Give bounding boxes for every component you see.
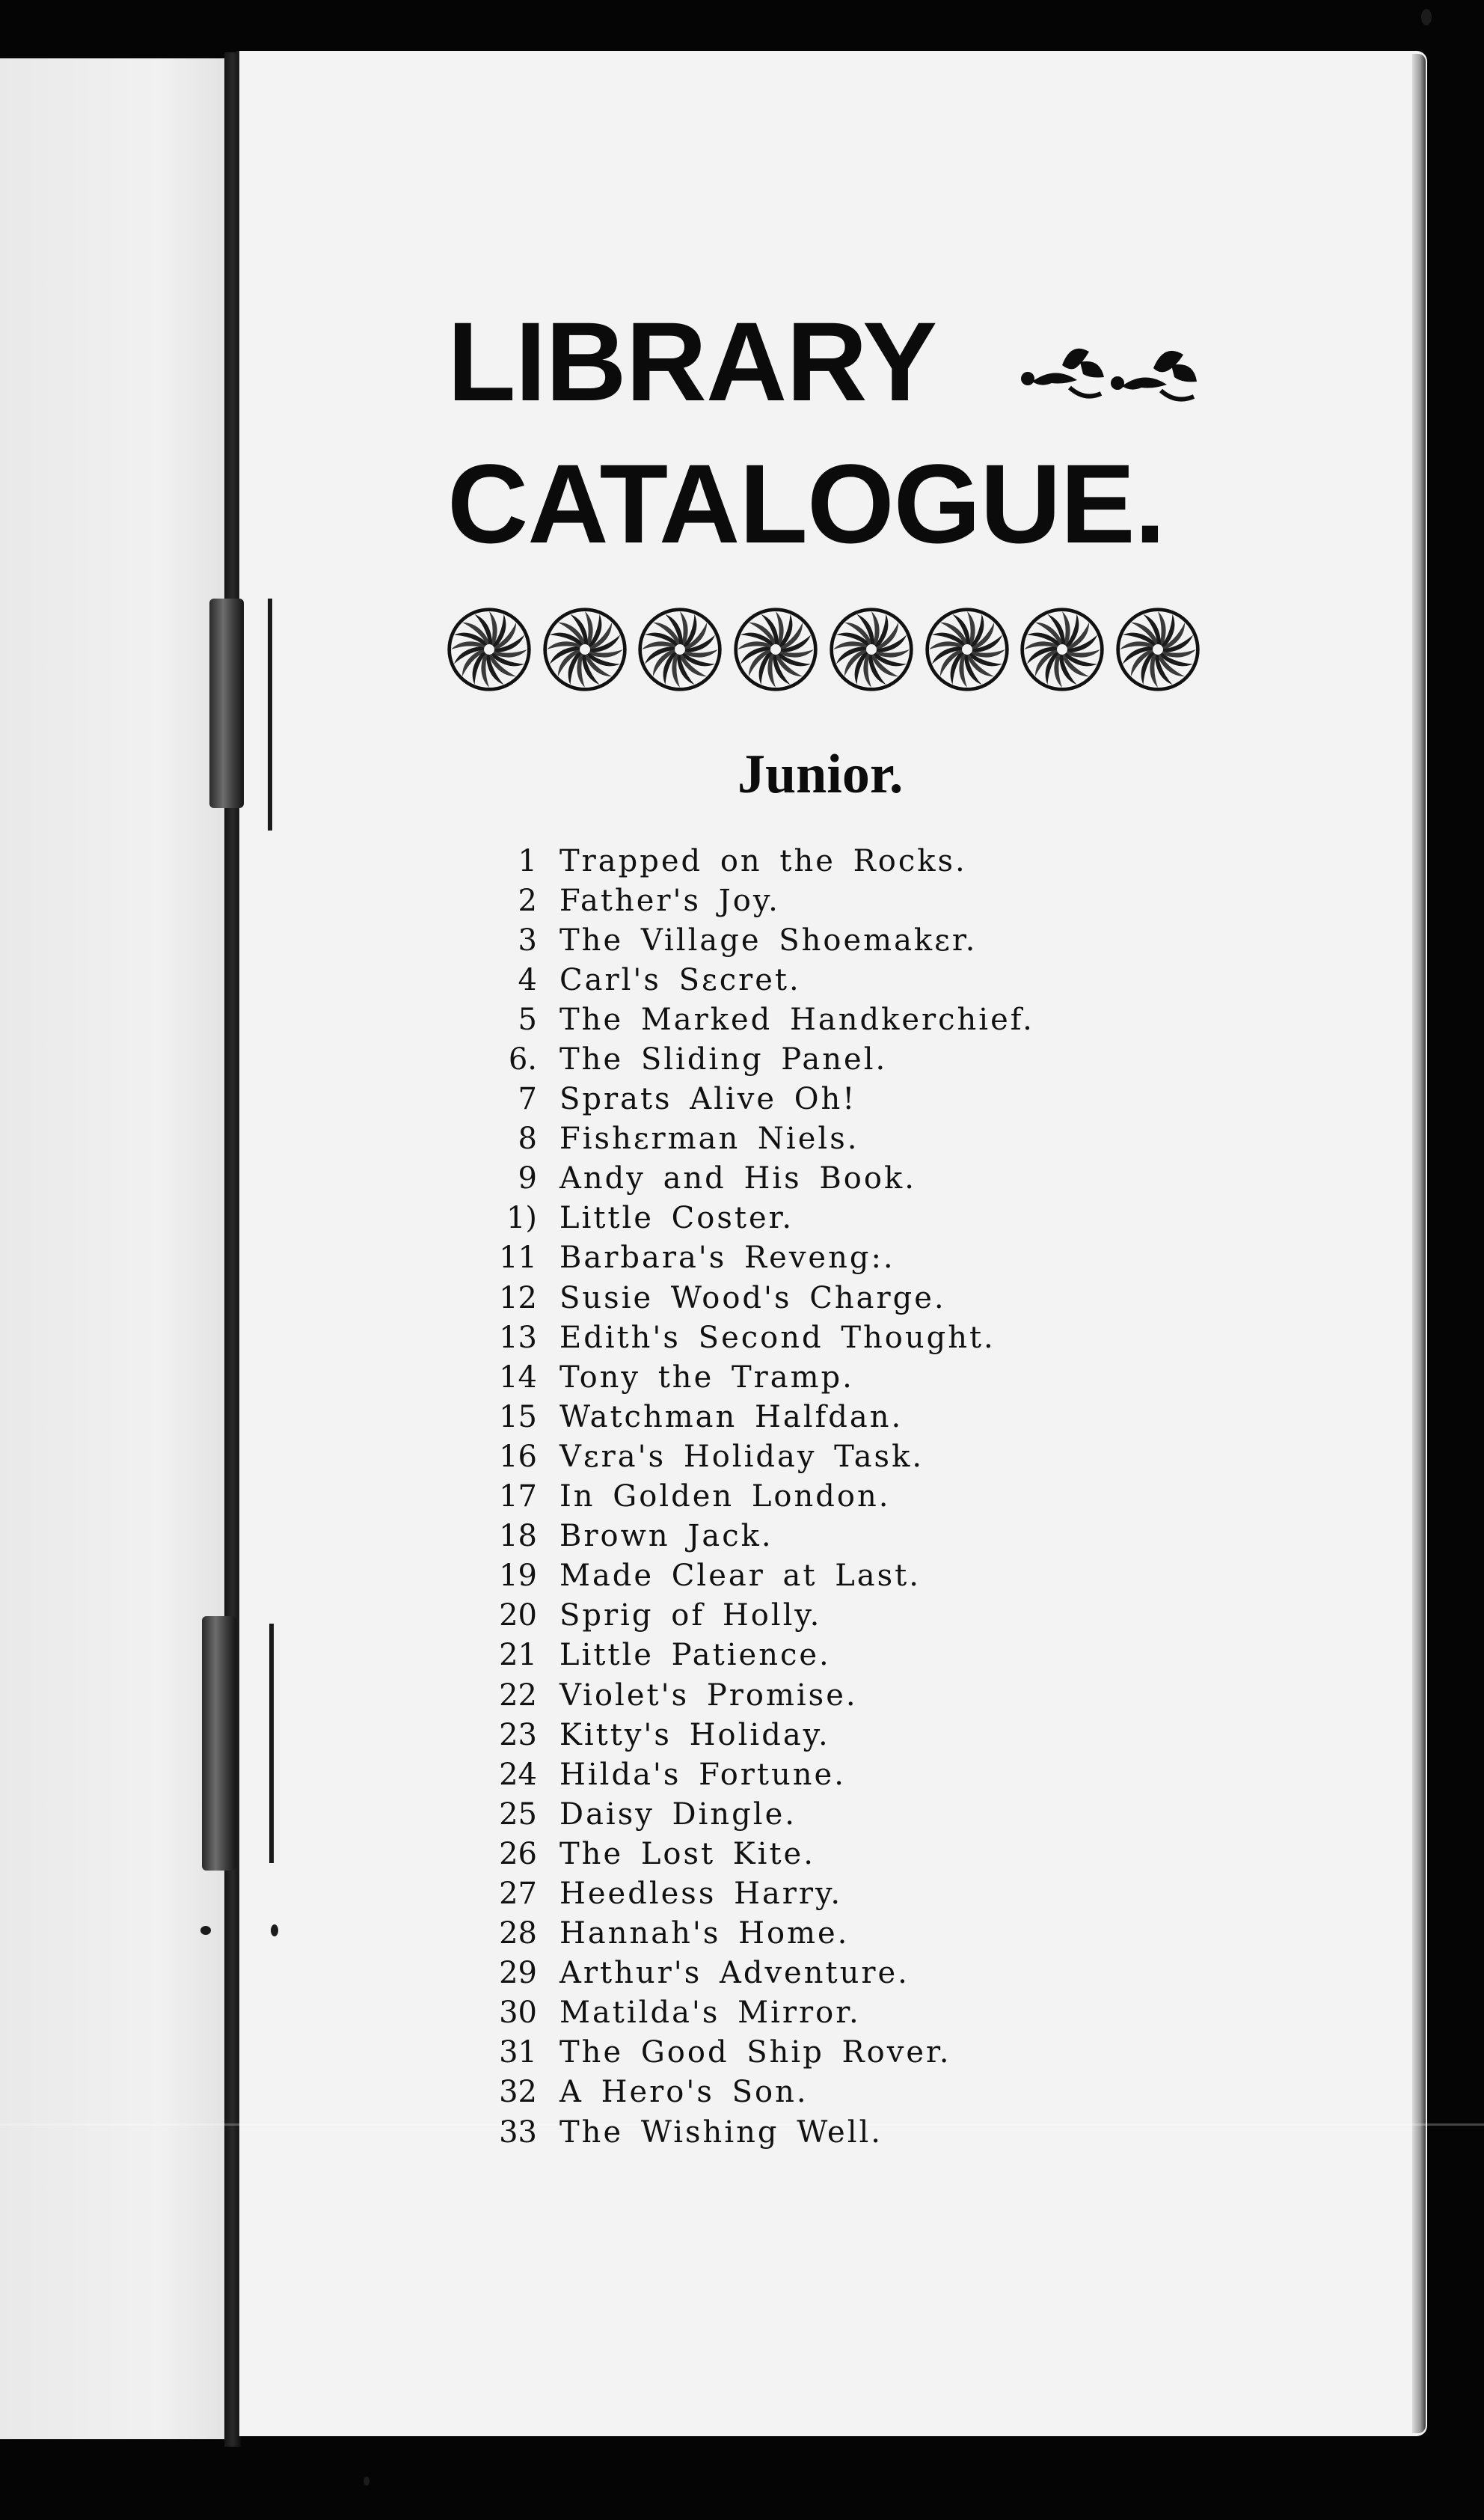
entry-number: 2 [518,883,537,918]
catalogue-entry [479,881,1272,920]
rosette-ornament-row [446,605,1201,694]
floral-flourish-icon [1017,335,1201,410]
catalogue-title-line2: CATALOGUE. [447,441,1165,566]
entry-title: Brown Jack. [559,1519,773,1554]
entry-title: Edith's Second Thought. [559,1320,996,1355]
catalogue-title-line1: LIBRARY [447,299,937,424]
entry-number: 30 [499,1995,537,2031]
entry-title: Trapped on the Rocks. [559,843,967,878]
catalogue-entry [479,841,1272,881]
entry-title: Hilda's Fortune. [559,1757,846,1792]
catalogue-entry [479,1556,1272,1596]
pinwheel-rosette-icon [924,606,1011,693]
entry-number: 8 [518,1122,537,1157]
entry-number: 18 [499,1519,537,1554]
catalogue-entry [479,1517,1272,1556]
entry-title: The Marked Handkerchief. [559,1002,1034,1037]
entry-number: 25 [499,1796,537,1832]
catalogue-entry [479,1000,1272,1039]
catalogue-entry [479,2033,1272,2073]
pinwheel-rosette-icon [732,606,819,693]
entry-title: Kitty's Holiday. [559,1717,830,1752]
entry-number: 26 [499,1836,537,1871]
entry-number: 3 [518,923,537,958]
entry-number: 23 [499,1717,537,1752]
entry-title: The Lost Kite. [559,1836,815,1871]
catalogue-entry [479,1238,1272,1278]
entry-number: 6. [508,1042,537,1077]
entry-title: Susie Wood's Charge. [559,1280,946,1315]
catalogue-list [479,841,1272,2152]
entry-number: 21 [499,1638,537,1673]
catalogue-entry [479,1199,1272,1238]
entry-title: Heedless Harry. [559,1876,843,1911]
entry-title: The Wishing Well. [559,2114,883,2150]
entry-number: 29 [499,1956,537,1991]
entry-number: 14 [499,1360,537,1395]
entry-number: 1 [518,843,537,878]
entry-number: 5 [518,1002,537,1037]
entry-title: Tony the Tramp. [559,1360,854,1395]
entry-number: 15 [499,1399,537,1434]
pinwheel-rosette-icon [828,606,915,693]
entry-number: 13 [499,1320,537,1355]
catalogue-entry [479,1159,1272,1199]
catalogue-entry [479,1278,1272,1318]
entry-title: In Golden London. [559,1479,891,1514]
entry-number: 11 [499,1241,537,1276]
entry-number: 1) [506,1201,537,1236]
entry-title: Little Patience. [559,1638,831,1673]
entry-title: The Sliding Panel. [559,1042,888,1077]
ink-speck [364,2477,370,2486]
entry-number: 22 [499,1678,537,1713]
catalogue-entry [479,1119,1272,1159]
catalogue-entry [479,1954,1272,1993]
catalogue-entry [479,1675,1272,1715]
entry-number: 12 [499,1280,537,1315]
entry-title: Vεra's Holiday Task. [559,1439,925,1474]
entry-number: 28 [499,1916,537,1951]
catalogue-entry [479,1834,1272,1874]
entry-number: 16 [499,1439,537,1474]
pinwheel-rosette-icon [1019,606,1106,693]
pinwheel-rosette-icon [542,606,628,693]
entry-number: 7 [518,1082,537,1117]
entry-title: Daisy Dingle. [559,1796,797,1832]
entry-number: 17 [499,1479,537,1514]
binding-wire-top [268,599,272,831]
pinwheel-rosette-icon [446,606,533,693]
catalogue-entry [479,1080,1272,1119]
ink-speck [200,1926,211,1935]
catalogue-entry [479,1596,1272,1636]
catalogue-entry [479,1914,1272,1954]
entry-number: 31 [499,2035,537,2070]
staple-top [209,599,244,808]
entry-number: 19 [499,1559,537,1594]
catalogue-entry [479,1715,1272,1755]
entry-number: 32 [499,2075,537,2110]
catalogue-entry [479,920,1272,960]
entry-title: Hannah's Home. [559,1916,850,1951]
binding-wire-bottom [269,1624,274,1863]
entry-title: Sprig of Holly. [559,1598,822,1633]
entry-title: Matilda's Mirror. [559,1995,861,2031]
entry-title: Arthur's Adventure. [559,1956,910,1991]
entry-number: 9 [518,1161,537,1196]
pinwheel-rosette-icon [1114,606,1201,693]
catalogue-entry [479,960,1272,1000]
entry-title: A Hero's Son. [559,2075,809,2110]
catalogue-entry [479,1794,1272,1834]
entry-title: Fishεrman Niels. [559,1122,859,1157]
catalogue-entry [479,1039,1272,1079]
entry-title: The Good Ship Rover. [559,2035,951,2070]
entry-title: Made Clear at Last. [559,1559,921,1594]
entry-number: 4 [518,962,537,997]
catalogue-entry [479,1874,1272,1913]
entry-title: Andy and His Book. [559,1161,916,1196]
catalogue-entry [479,1318,1272,1357]
catalogue-entry [479,2073,1272,2112]
page-edge [1412,54,1426,2433]
entry-number: 24 [499,1757,537,1792]
entry-title: Carl's Sεcret. [559,962,801,997]
entry-title: Violet's Promise. [559,1678,858,1713]
ink-speck [1421,9,1432,25]
section-title-junior: Junior. [738,744,904,805]
staple-bottom [202,1616,236,1871]
entry-title: Little Coster. [559,1201,794,1236]
ink-speck [271,1924,278,1936]
catalogue-entry [479,1357,1272,1397]
entry-title: Watchman Halfdan. [559,1399,904,1434]
pinwheel-rosette-icon [637,606,723,693]
catalogue-entry [479,2112,1272,2152]
catalogue-entry [479,1993,1272,2033]
entry-title: The Village Shoemakεr. [559,923,978,958]
entry-title: Barbara's Reveng:. [559,1241,895,1276]
entry-number: 33 [499,2114,537,2150]
entry-number: 27 [499,1876,537,1911]
catalogue-entry [479,1397,1272,1437]
catalogue-entry [479,1636,1272,1675]
entry-title: Father's Joy. [559,883,780,918]
catalogue-entry [479,1477,1272,1517]
left-page [0,58,229,2439]
catalogue-entry [479,1755,1272,1794]
entry-title: Sprats Alive Oh! [559,1082,857,1117]
catalogue-entry [479,1437,1272,1476]
entry-number: 20 [499,1598,537,1633]
